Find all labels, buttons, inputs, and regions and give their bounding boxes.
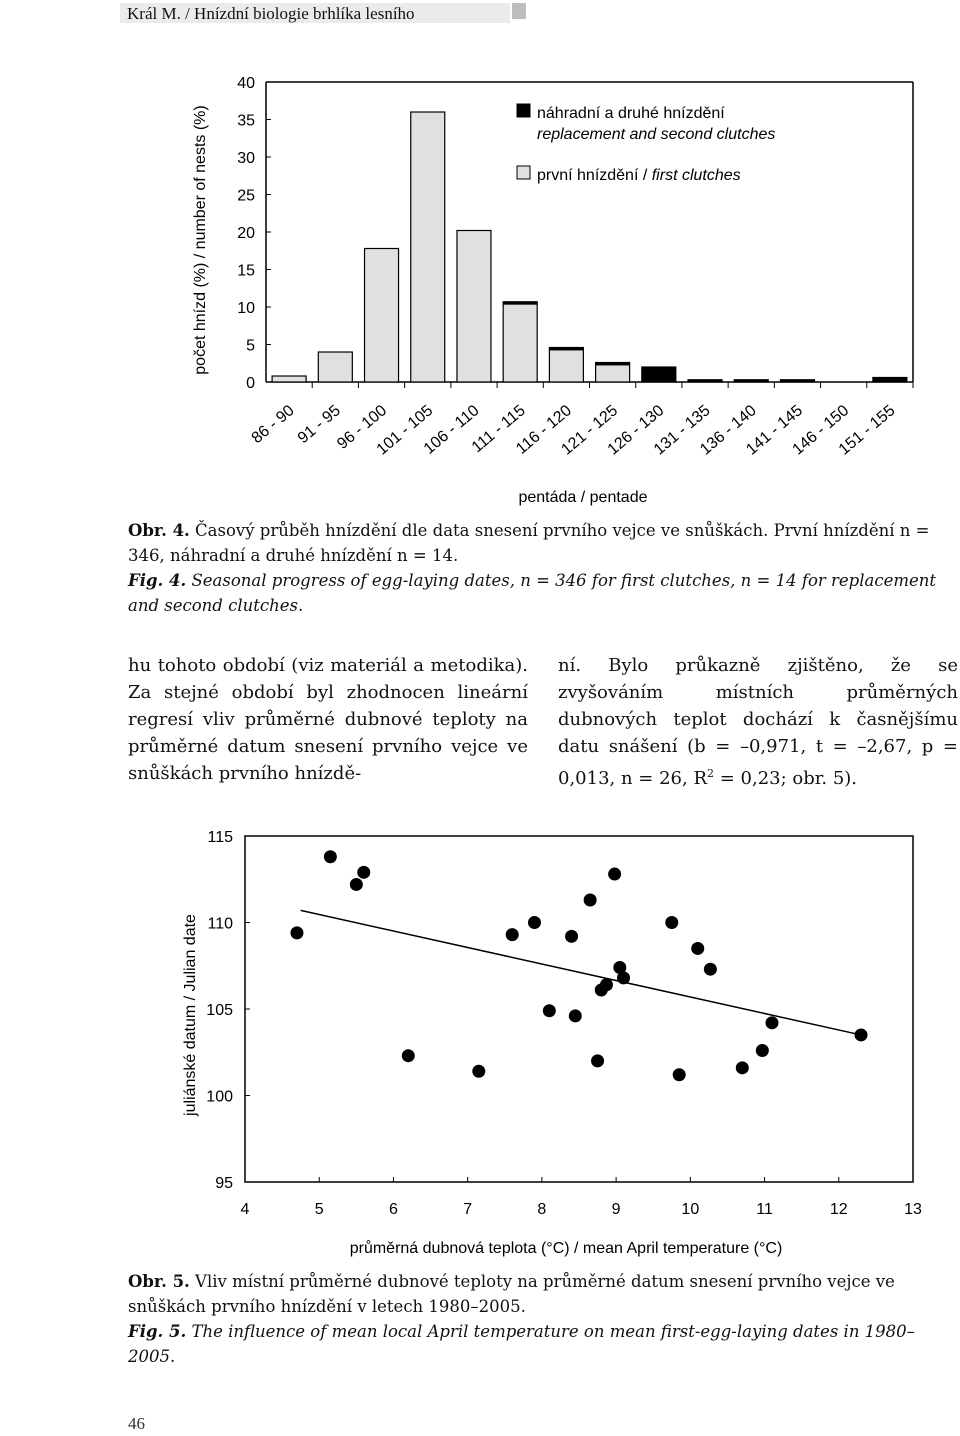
y-tick-label: 115 [207,829,233,846]
legend [517,104,775,184]
y-axis-label: počet hnízd (%) / number of nests (%) [192,105,209,375]
x-tick-label: 126 - 130 [604,402,668,459]
data-point [506,928,519,941]
caption-text: The influence of mean local April temperature on mean first-egg-laying dates in 1980–2005. [128,1322,915,1366]
bar-first-clutches [457,231,491,383]
caption-label: Fig. 4. [128,571,187,590]
figure-4-caption [128,518,960,618]
bar-first-clutches [365,249,399,383]
bar-first-clutches [503,304,537,382]
bar-replacement-clutches [873,378,907,383]
y-tick-label: 30 [237,150,255,167]
legend-label-first: první hnízdění / first clutches [537,167,741,184]
data-point [350,878,363,891]
data-point [665,916,678,929]
running-header: Král M. / Hnízdní biologie brhlíka lesního [127,4,415,23]
data-point [472,1065,485,1078]
data-point [673,1068,686,1081]
bar-replacement-clutches [780,380,814,382]
x-tick-label: 151 - 155 [835,402,899,459]
y-tick-label: 0 [246,375,255,392]
data-point [543,1004,556,1017]
x-tick-label: 6 [388,1201,398,1218]
legend-label-replacement: náhradní a druhé hnízdění [537,105,725,122]
plot-frame [245,836,913,1182]
x-tick-label: 116 - 120 [513,402,575,458]
y-tick-label: 95 [215,1175,233,1192]
x-tick-label: 106 - 110 [420,402,483,458]
data-point [324,850,337,863]
x-tick-label: 13 [904,1201,922,1218]
data-point [608,868,621,881]
x-tick-label: 8 [537,1201,547,1218]
data-point [584,894,597,907]
caption-label: Obr. 4. [128,521,190,540]
body-text: ní. Bylo průkazně zjištěno, že se zvyšováním místních průměrných dubnových teplot dochází k časnějšímu datu snášení (b = –0,971, t = –2,67, p = 0,013, n = 26, R [558,655,958,789]
data-point [569,1009,582,1022]
figure-4-chart [0,0,960,515]
x-tick-label: 136 - 140 [697,402,760,459]
data-point [704,963,717,976]
x-tick-label: 101 - 105 [373,402,437,459]
caption-text: Vliv místní průměrné dubnové teploty na průměrné datum snesení prvního vejce ve snůškách prvního hnízdění v letech 1980–2005. [128,1272,895,1316]
legend-label-replacement-en: replacement and second clutches [537,126,776,143]
y-tick-label: 105 [206,1002,233,1019]
x-tick-label: 91 - 95 [294,402,344,448]
x-tick-label: 7 [463,1201,473,1218]
caption-en [128,568,960,618]
legend-swatch-first [517,166,530,179]
bar-replacement-clutches [549,348,583,350]
y-axis-label: juliánské datum / Julian date [182,914,199,1116]
x-axis-label: pentáda / pentade [518,489,648,506]
superscript: 2 [707,767,714,780]
bar-first-clutches [411,112,445,382]
bar-replacement-clutches [734,380,768,382]
data-point [565,930,578,943]
y-tick-label: 5 [246,337,255,355]
x-tick-label: 86 - 90 [248,402,298,448]
y-tick-label: 40 [237,75,255,92]
caption-text: Seasonal progress of egg-laying dates, n = 346 for first clutches, n = 14 for replacement and second clutches. [128,571,937,615]
bar-first-clutches [272,376,306,382]
x-tick-label: 146 - 150 [789,402,853,459]
figure-5-chart [0,815,960,1265]
bar-replacement-clutches [503,302,537,304]
data-point [691,942,704,955]
data-point [591,1054,604,1067]
caption-cz [128,518,960,568]
data-point [600,978,613,991]
x-tick-label: 10 [681,1201,700,1218]
caption-text: Časový průběh hnízdění dle data snesení prvního vejce ve snůškách. První hnízdění n = 346, náhradní a druhé hnízdění n = 14. [128,521,930,565]
figure-5-caption [128,1269,960,1369]
y-tick-label: 110 [207,915,233,933]
data-point [736,1061,749,1074]
caption-cz [128,1269,960,1319]
legend-swatch-replacement [517,104,530,117]
x-tick-label: 4 [240,1201,250,1218]
bar-first-clutches [549,350,583,382]
data-point [756,1044,769,1057]
body-column-left [128,652,528,787]
x-tick-label: 141 - 145 [743,402,807,459]
body-text: hu tohoto období (viz materiál a metodika). Za stejné období byl zhodnocen lineární regresí vliv průměrné dubnové teploty na průměrné datum snesení prvního vejce ve snůškách prvního hnízdě- [128,655,528,784]
x-tick-label: 11 [756,1201,773,1218]
data-point [855,1028,868,1041]
x-axis-label: průměrná dubnová teplota (°C) / mean April temperature (°C) [349,1240,783,1257]
data-point [617,971,630,984]
data-point [357,866,370,879]
body-column-right [558,652,958,792]
data-point [290,926,303,939]
x-tick-label: 12 [829,1201,848,1218]
bar-replacement-clutches [596,363,630,365]
bar-first-clutches [596,365,630,382]
y-tick-label: 15 [237,262,255,280]
data-point [765,1016,778,1029]
caption-label: Fig. 5. [128,1322,187,1341]
x-tick-label: 5 [314,1201,324,1218]
body-text-end: = 0,23; obr. 5). [714,768,858,789]
x-tick-label: 121 - 125 [558,402,622,459]
y-tick-label: 20 [237,225,255,242]
x-tick-label: 131 - 135 [650,402,714,459]
y-tick-label: 25 [237,187,255,205]
data-point [402,1049,415,1062]
y-tick-label: 35 [237,112,255,130]
bar-first-clutches [318,352,352,382]
y-tick-label: 10 [237,300,255,317]
bar-replacement-clutches [642,367,676,382]
x-tick-label: 96 - 100 [334,402,391,453]
y-tick-label: 100 [206,1088,233,1106]
x-tick-label: 111 - 115 [468,402,529,457]
page-number: 46 [128,1414,145,1433]
x-tick-label: 9 [611,1201,621,1218]
caption-label: Obr. 5. [128,1272,190,1291]
data-point [528,916,541,929]
bar-replacement-clutches [688,380,722,382]
caption-en [128,1319,960,1369]
